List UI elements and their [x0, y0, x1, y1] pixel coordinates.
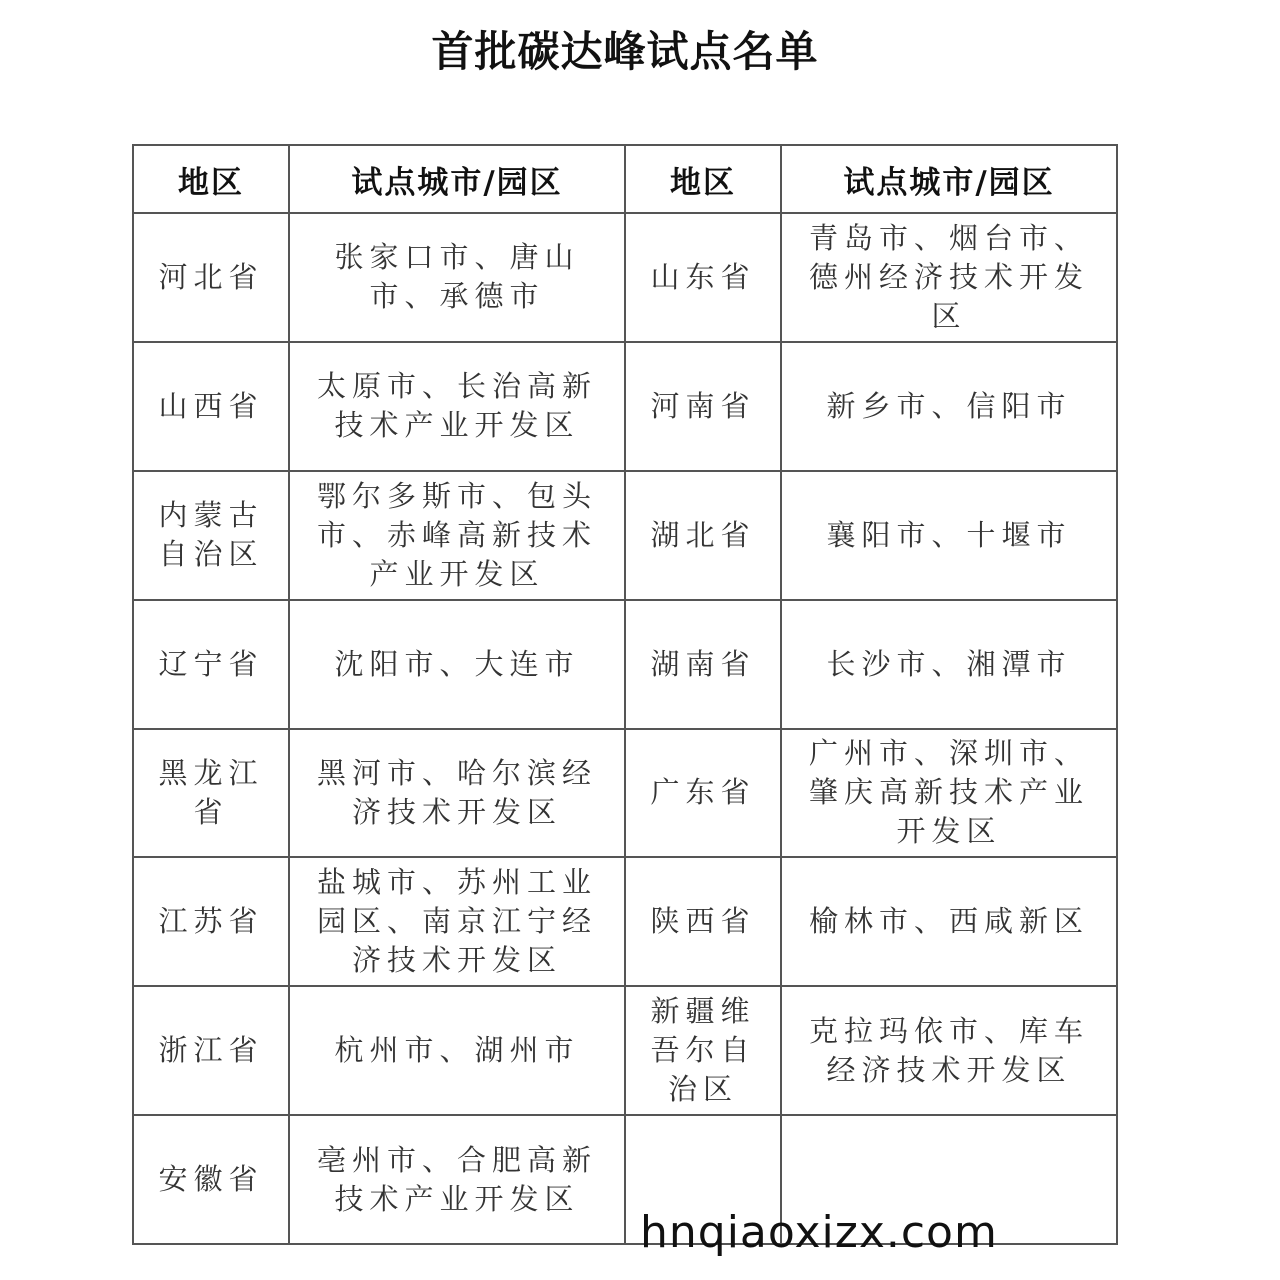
region-cell: 江苏省: [133, 857, 289, 986]
cities-cell: 青岛市、烟台市、德州经济技术开发区: [781, 213, 1117, 342]
cities-cell: 张家口市、唐山市、承德市: [289, 213, 625, 342]
table-row: [133, 342, 1117, 471]
region-cell: 河南省: [625, 342, 781, 471]
cities-cell: 太原市、长治高新技术产业开发区: [289, 342, 625, 471]
region-cell: 山西省: [133, 342, 289, 471]
cities-cell: 杭州市、湖州市: [289, 986, 625, 1115]
table-row: [133, 471, 1117, 600]
document-title: 首批碳达峰试点名单: [431, 27, 819, 76]
table-row: [133, 213, 1117, 342]
region-cell: 安徽省: [133, 1115, 289, 1244]
cities-cell: 襄阳市、十堰市: [781, 471, 1117, 600]
table-row: [133, 600, 1117, 729]
region-cell: 湖南省: [625, 600, 781, 729]
table-row: [133, 986, 1117, 1115]
table-row: [133, 857, 1117, 986]
table-header-row: [133, 145, 1117, 213]
cities-cell: 沈阳市、大连市: [289, 600, 625, 729]
cities-cell: 新乡市、信阳市: [781, 342, 1117, 471]
header-cities-left: 试点城市/园区: [289, 145, 625, 213]
region-cell: 河北省: [133, 213, 289, 342]
watermark-text: hnqiaoxizx.com: [640, 1207, 998, 1258]
region-cell: 辽宁省: [133, 600, 289, 729]
region-cell: 广东省: [625, 729, 781, 858]
region-cell: 内蒙古自治区: [133, 471, 289, 600]
cities-cell: 黑河市、哈尔滨经济技术开发区: [289, 729, 625, 858]
region-cell: 浙江省: [133, 986, 289, 1115]
header-region-right: 地区: [625, 145, 781, 213]
cities-cell: 榆林市、西咸新区: [781, 857, 1117, 986]
cities-cell: 克拉玛依市、库车经济技术开发区: [781, 986, 1117, 1115]
region-cell: 陕西省: [625, 857, 781, 986]
region-cell: 黑龙江省: [133, 729, 289, 858]
cities-cell: 广州市、深圳市、肇庆高新技术产业开发区: [781, 729, 1117, 858]
cities-cell: 盐城市、苏州工业园区、南京江宁经济技术开发区: [289, 857, 625, 986]
cities-cell: 鄂尔多斯市、包头市、赤峰高新技术产业开发区: [289, 471, 625, 600]
pilot-list-table: [132, 144, 1118, 1245]
region-cell: 湖北省: [625, 471, 781, 600]
region-cell: 山东省: [625, 213, 781, 342]
region-cell: 新疆维吾尔自治区: [625, 986, 781, 1115]
header-region-left: 地区: [133, 145, 289, 213]
cities-cell: 长沙市、湘潭市: [781, 600, 1117, 729]
table-row: [133, 729, 1117, 858]
header-cities-right: 试点城市/园区: [781, 145, 1117, 213]
cities-cell: 亳州市、合肥高新技术产业开发区: [289, 1115, 625, 1244]
